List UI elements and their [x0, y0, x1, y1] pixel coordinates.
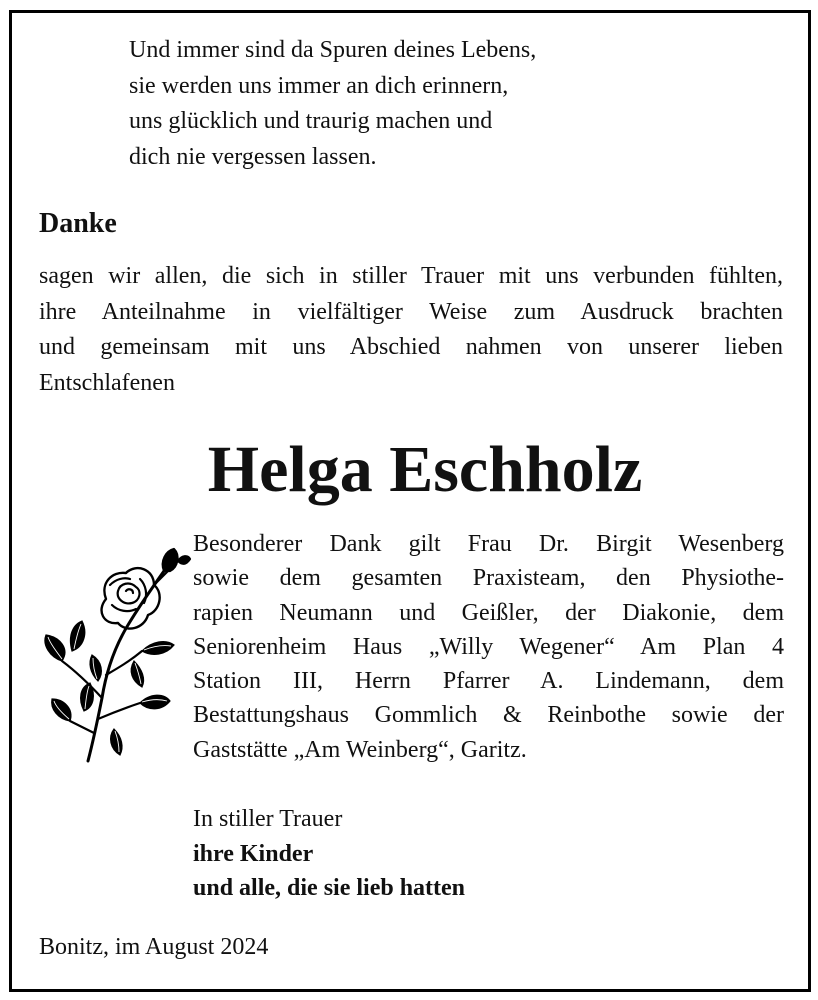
signature-block: [193, 802, 465, 906]
special-thanks-line: sowie dem gesamten Praxisteam, den Physiothe-: [193, 565, 784, 592]
deceased-name: Helga Eschholz: [207, 433, 643, 506]
special-thanks-line: rapien Neumann und Geißler, der Diakonie, dem: [193, 599, 784, 626]
rose-icon: [32, 533, 192, 765]
thanks-line: ihre Anteilnahme in vielfältiger Weise zum Ausdruck brachten: [39, 298, 783, 325]
thanks-line: sagen wir allen, die sich in stiller Trauer mit uns verbunden fühlten,: [39, 263, 783, 289]
special-thanks-line: Station III, Herrn Pfarrer A. Lindemann, dem: [193, 668, 784, 695]
place-date: Bonitz, im August 2024: [39, 934, 269, 960]
special-thanks-line: Gaststätte „Am Weinberg“, Garitz.: [193, 736, 527, 763]
poem-line: dich nie vergessen lassen.: [129, 143, 377, 170]
poem-line: uns glücklich und traurig machen und: [129, 108, 493, 134]
obituary-notice: [9, 10, 811, 992]
signature-family: ihre Kinder: [193, 840, 314, 867]
thanks-heading: Danke: [39, 208, 117, 239]
thanks-line: Entschlafenen: [39, 369, 175, 396]
thanks-line: und gemeinsam mit uns Abschied nahmen von unserer lieben: [39, 334, 783, 360]
signature-intro: In stiller Trauer: [193, 806, 343, 832]
poem-line: Und immer sind da Spuren deines Lebens,: [129, 37, 537, 63]
special-thanks-line: Bestattungshaus Gommlich & Reinbothe sowie der: [193, 702, 784, 729]
special-thanks-line: Seniorenheim Haus „Willy Wegener“ Am Plan 4: [193, 633, 784, 660]
special-thanks-paragraph: [193, 527, 784, 767]
poem-line: sie werden uns immer an dich erinnern,: [129, 72, 509, 99]
memorial-poem: [129, 33, 536, 175]
special-thanks-line: Besonderer Dank gilt Frau Dr. Birgit Wesenberg: [193, 531, 784, 557]
signature-family: und alle, die sie lieb hatten: [193, 875, 466, 901]
thanks-paragraph: [39, 259, 783, 401]
